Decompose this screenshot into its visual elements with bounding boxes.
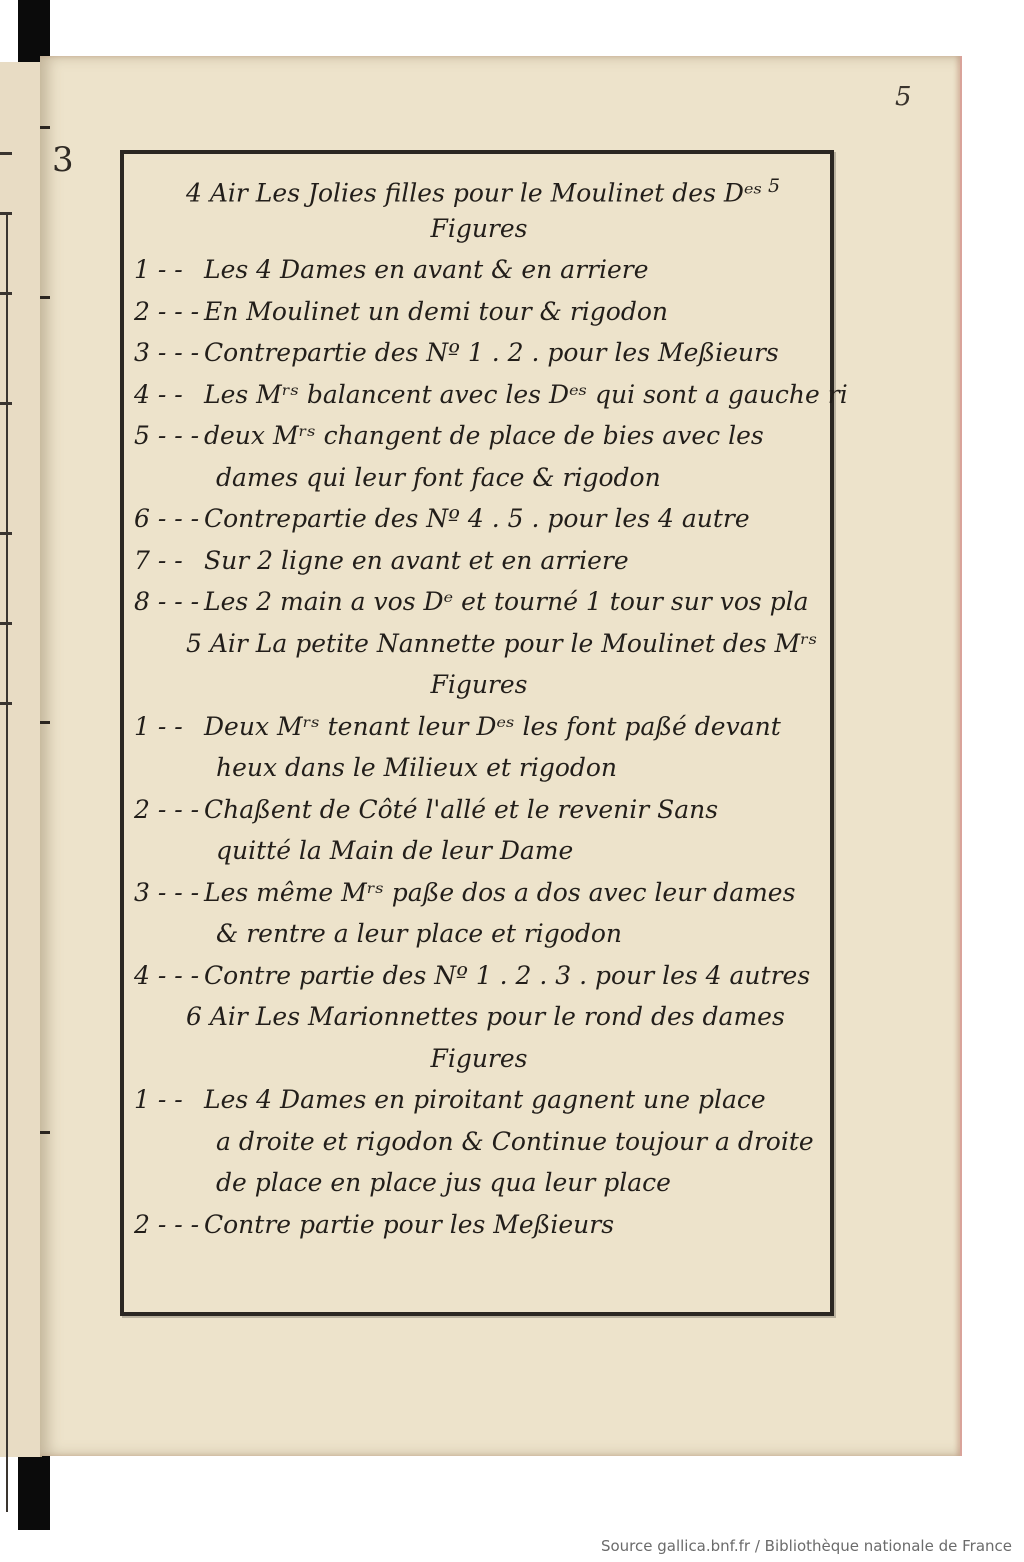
figures-label: Figures [430,670,528,699]
figure-line [134,332,824,374]
figure-line [134,249,824,291]
figure-number: 3 - - - [134,338,200,367]
figure-number: 2 - - - [134,794,200,824]
figure-text: quitté la Main de leur Dame [216,836,574,865]
air-heading-text: 6 Air Les Marionnettes pour le rond des dames [186,1002,785,1031]
air-heading [134,623,824,665]
figure-line [134,789,824,831]
figure-line [134,498,824,540]
figure-number: 1 - - [134,711,183,741]
dance-figures-text [134,166,848,1245]
figure-text: heux dans le Milieux et rigodon [216,753,618,782]
figure-text: Deux Mʳˢ tenant leur Dᵉˢ les font paßé devant [204,711,781,741]
facing-page-mark [0,532,12,535]
figure-line [134,955,824,997]
air-heading-text: 4 Air Les Jolies filles pour le Moulinet des Dᵉˢ [186,178,762,208]
sewing-mark [40,296,50,299]
sewing-mark [40,126,50,129]
figure-line [134,706,824,748]
figure-line [134,415,824,457]
figure-number: 8 - - - [134,587,200,616]
figure-text: Les 4 Dames en avant & en arriere [204,255,649,284]
facing-page-mark [0,402,12,405]
folio-number: 5 [895,82,912,112]
figure-text: dames qui leur font face & rigodon [216,462,661,492]
air-heading [134,166,824,208]
air-heading-text: 5 Air La petite Nannette pour le Moulinet des Mʳˢ [186,628,818,658]
figure-line [134,1204,824,1246]
facing-page-mark [0,212,12,215]
figure-text: deux Mʳˢ changent de place de bies avec les [204,421,764,450]
facing-page-mark [0,702,12,705]
figure-number: 5 - - - [134,421,200,450]
figure-text: Les 2 main a vos Dᵉ et tourné 1 tour sur vos pla [204,587,809,616]
figures-label: Figures [430,213,528,243]
figure-number: 7 - - [134,545,183,575]
figure-line [134,1121,824,1163]
figure-number: 4 - - [134,379,183,409]
figure-text: Les Mʳˢ balancent avec les Dᵉˢ qui sont a gauche ri [204,379,848,409]
figure-line [134,457,824,499]
figure-line [134,747,824,789]
figure-line [134,374,848,416]
figure-text: Chaßent de Côté l'allé et le revenir Sans [204,794,719,824]
figure-text: En Moulinet un demi tour & rigodon [204,296,668,326]
figure-line [134,291,824,333]
figure-line [134,872,824,914]
figure-number: 1 - - [134,255,183,284]
figure-text: Les 4 Dames en piroitant gagnent une place [204,1085,766,1114]
figure-line [134,1162,824,1204]
facing-page-mark [0,622,12,625]
figure-line [134,581,824,623]
figure-text: Contrepartie des Nº 1 . 2 . pour les Meßieurs [204,338,779,367]
figure-text: Contrepartie des Nº 4 . 5 . pour les 4 autre [204,504,750,533]
facing-page-mark [0,152,12,155]
figures-label: Figures [430,1043,528,1073]
figure-line [134,540,824,582]
figure-text: & rentre a leur place et rigodon [216,919,623,948]
figure-text: Sur 2 ligne en avant et en arriere [204,545,629,575]
figure-text: Contre partie pour les Meßieurs [204,1209,615,1239]
figure-line [134,1079,824,1121]
air-heading [134,996,824,1038]
source-credit: Source gallica.bnf.fr / Bibliothèque nationale de France [600,1537,1012,1555]
figure-text: Contre partie des Nº 1 . 2 . 3 . pour les 4 autres [204,960,811,990]
figure-number: 2 - - - [134,296,200,326]
plate-mark: 5 [768,175,781,197]
facing-page-frame-rule [0,212,8,1512]
figure-line [134,913,824,955]
figure-line [134,830,824,872]
figure-text: Les même Mʳˢ paße dos a dos avec leur dames [204,877,796,907]
figure-text: de place en place jus qua leur place [216,1168,671,1197]
figure-number: 3 - - - [134,877,200,907]
facing-page-edge [0,62,42,1457]
facing-page-mark [0,292,12,295]
sheet-number: 3 [52,140,74,180]
sewing-mark [40,1131,50,1134]
figure-number: 4 - - - [134,960,200,990]
figure-text: a droite et rigodon & Continue toujour a droite [216,1126,814,1156]
figure-number: 2 - - - [134,1209,200,1239]
sewing-mark [40,721,50,724]
figure-number: 6 - - - [134,504,200,533]
figure-number: 1 - - [134,1085,183,1114]
